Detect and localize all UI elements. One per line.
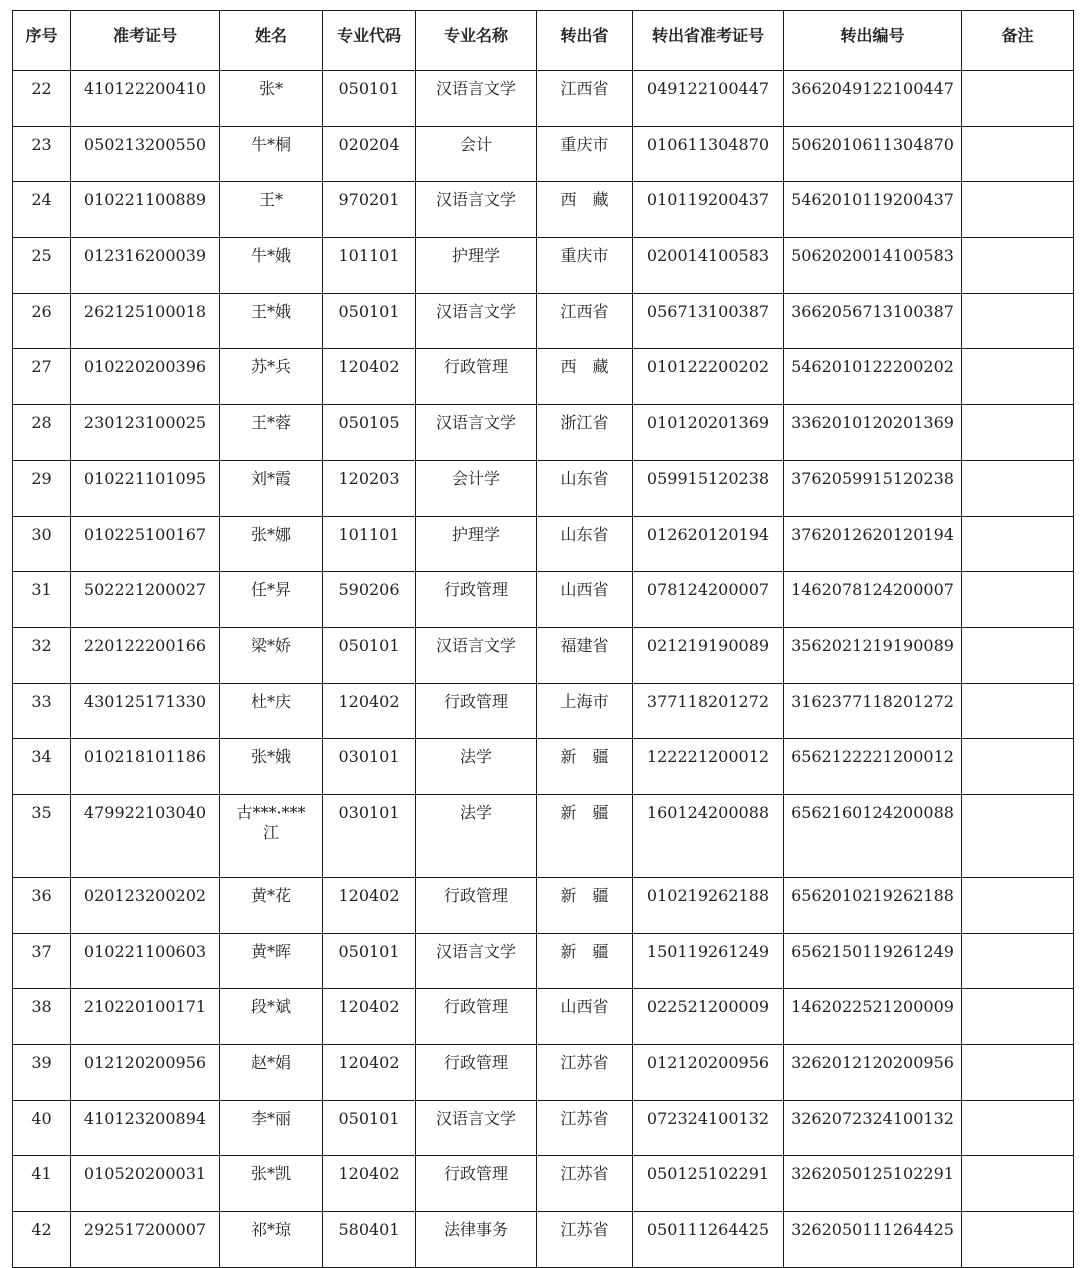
header-from-exam-no: 转出省准考证号 <box>633 11 784 71</box>
table-row <box>13 627 1074 683</box>
cell-exam-no: 010225100167 <box>71 516 220 572</box>
transfer-roster-sheet <box>12 10 1073 1268</box>
cell-name <box>220 293 323 349</box>
candidate-name: 黄*花 <box>250 885 291 905</box>
cell-from-province: 江苏省 <box>537 1156 633 1212</box>
cell-from-province: 江西省 <box>537 71 633 127</box>
cell-transfer-no: 3662056713100387 <box>784 293 962 349</box>
cell-major-name: 行政管理 <box>416 572 537 628</box>
cell-from-province: 西 藏 <box>537 182 633 238</box>
cell-remark <box>962 1045 1074 1101</box>
cell-major-code: 101101 <box>323 238 416 294</box>
cell-from-exam-no: 010219262188 <box>633 877 784 933</box>
cell-transfer-no: 1462022521200009 <box>784 989 962 1045</box>
table-row <box>13 1100 1074 1156</box>
cell-transfer-no: 5462010119200437 <box>784 182 962 238</box>
cell-name <box>220 516 323 572</box>
cell-from-province: 新 疆 <box>537 794 633 877</box>
cell-remark <box>962 516 1074 572</box>
cell-exam-no: 479922103040 <box>71 794 220 877</box>
cell-major-code: 120402 <box>323 1156 416 1212</box>
cell-remark <box>962 933 1074 989</box>
cell-major-code: 030101 <box>323 739 416 795</box>
cell-seq: 25 <box>13 238 71 294</box>
candidate-name: 杜*庆 <box>250 691 291 711</box>
cell-from-exam-no: 050111264425 <box>633 1212 784 1268</box>
cell-from-exam-no: 049122100447 <box>633 71 784 127</box>
cell-transfer-no: 5062010611304870 <box>784 126 962 182</box>
cell-seq: 42 <box>13 1212 71 1268</box>
table-row <box>13 126 1074 182</box>
cell-from-exam-no: 377118201272 <box>633 683 784 739</box>
cell-seq: 34 <box>13 739 71 795</box>
cell-major-name: 行政管理 <box>416 877 537 933</box>
cell-from-exam-no: 010122200202 <box>633 349 784 405</box>
table-row <box>13 1156 1074 1212</box>
cell-name <box>220 1100 323 1156</box>
cell-seq: 32 <box>13 627 71 683</box>
cell-from-province: 重庆市 <box>537 238 633 294</box>
cell-major-code: 050105 <box>323 405 416 461</box>
cell-from-province: 江西省 <box>537 293 633 349</box>
cell-name <box>220 683 323 739</box>
table-row <box>13 683 1074 739</box>
header-remark: 备注 <box>962 11 1074 71</box>
candidate-name: 李*丽 <box>250 1108 291 1128</box>
cell-from-province: 山西省 <box>537 572 633 628</box>
cell-major-code: 120402 <box>323 877 416 933</box>
cell-transfer-no: 5462010122200202 <box>784 349 962 405</box>
cell-remark <box>962 460 1074 516</box>
cell-remark <box>962 877 1074 933</box>
table-row <box>13 933 1074 989</box>
cell-seq: 26 <box>13 293 71 349</box>
cell-major-name: 汉语言文学 <box>416 933 537 989</box>
cell-from-province: 新 疆 <box>537 933 633 989</box>
cell-name <box>220 126 323 182</box>
cell-name <box>220 71 323 127</box>
cell-from-province: 江苏省 <box>537 1100 633 1156</box>
cell-transfer-no: 3262050125102291 <box>784 1156 962 1212</box>
cell-from-exam-no: 010611304870 <box>633 126 784 182</box>
cell-seq: 31 <box>13 572 71 628</box>
header-from-province: 转出省 <box>537 11 633 71</box>
table-row <box>13 460 1074 516</box>
cell-exam-no: 410123200894 <box>71 1100 220 1156</box>
cell-seq: 28 <box>13 405 71 461</box>
cell-transfer-no: 3762012620120194 <box>784 516 962 572</box>
header-row <box>13 11 1074 71</box>
cell-remark <box>962 71 1074 127</box>
cell-seq: 39 <box>13 1045 71 1101</box>
cell-from-province: 西 藏 <box>537 349 633 405</box>
cell-exam-no: 292517200007 <box>71 1212 220 1268</box>
table-row <box>13 1212 1074 1268</box>
cell-exam-no: 012316200039 <box>71 238 220 294</box>
cell-seq: 35 <box>13 794 71 877</box>
cell-remark <box>962 683 1074 739</box>
cell-remark <box>962 182 1074 238</box>
cell-major-name: 行政管理 <box>416 1045 537 1101</box>
cell-from-exam-no: 072324100132 <box>633 1100 784 1156</box>
cell-from-exam-no: 050125102291 <box>633 1156 784 1212</box>
cell-name <box>220 349 323 405</box>
cell-major-name: 护理学 <box>416 238 537 294</box>
cell-remark <box>962 293 1074 349</box>
table-row <box>13 293 1074 349</box>
header-seq: 序号 <box>13 11 71 71</box>
candidate-name: 张*凯 <box>250 1164 291 1184</box>
cell-exam-no: 012120200956 <box>71 1045 220 1101</box>
cell-from-exam-no: 056713100387 <box>633 293 784 349</box>
cell-remark <box>962 349 1074 405</box>
cell-major-code: 050101 <box>323 627 416 683</box>
cell-major-code: 050101 <box>323 1100 416 1156</box>
cell-exam-no: 502221200027 <box>71 572 220 628</box>
header-name: 姓名 <box>220 11 323 71</box>
cell-transfer-no: 6562122221200012 <box>784 739 962 795</box>
cell-major-name: 行政管理 <box>416 989 537 1045</box>
cell-remark <box>962 1212 1074 1268</box>
candidate-name: 牛*娥 <box>250 246 291 266</box>
cell-exam-no: 410122200410 <box>71 71 220 127</box>
cell-major-code: 050101 <box>323 933 416 989</box>
cell-major-code: 120402 <box>323 683 416 739</box>
candidate-name: 王* <box>258 190 283 210</box>
candidate-name: 古***·***江 <box>236 802 306 842</box>
cell-seq: 23 <box>13 126 71 182</box>
cell-exam-no: 050213200550 <box>71 126 220 182</box>
cell-remark <box>962 989 1074 1045</box>
cell-name <box>220 182 323 238</box>
cell-transfer-no: 1462078124200007 <box>784 572 962 628</box>
candidate-name: 张*娜 <box>250 524 291 544</box>
cell-exam-no: 220122200166 <box>71 627 220 683</box>
cell-transfer-no: 6562160124200088 <box>784 794 962 877</box>
cell-major-code: 120402 <box>323 1045 416 1101</box>
candidate-name: 苏*兵 <box>250 357 291 377</box>
cell-remark <box>962 1156 1074 1212</box>
cell-seq: 29 <box>13 460 71 516</box>
cell-from-exam-no: 021219190089 <box>633 627 784 683</box>
header-transfer-no: 转出编号 <box>784 11 962 71</box>
cell-major-code: 590206 <box>323 572 416 628</box>
cell-from-exam-no: 012120200956 <box>633 1045 784 1101</box>
header-exam-no: 准考证号 <box>71 11 220 71</box>
cell-exam-no: 262125100018 <box>71 293 220 349</box>
transfer-roster-table <box>12 10 1074 1268</box>
cell-exam-no: 020123200202 <box>71 877 220 933</box>
cell-from-exam-no: 010119200437 <box>633 182 784 238</box>
cell-name <box>220 238 323 294</box>
cell-from-exam-no: 020014100583 <box>633 238 784 294</box>
cell-seq: 38 <box>13 989 71 1045</box>
cell-remark <box>962 238 1074 294</box>
cell-name <box>220 739 323 795</box>
cell-from-province: 江苏省 <box>537 1212 633 1268</box>
table-row <box>13 989 1074 1045</box>
cell-transfer-no: 3662049122100447 <box>784 71 962 127</box>
cell-from-province: 重庆市 <box>537 126 633 182</box>
candidate-name: 王*娥 <box>250 301 291 321</box>
cell-major-name: 法学 <box>416 739 537 795</box>
cell-major-code: 030101 <box>323 794 416 877</box>
cell-major-code: 101101 <box>323 516 416 572</box>
candidate-name: 张*娥 <box>250 747 291 767</box>
cell-exam-no: 010220200396 <box>71 349 220 405</box>
cell-seq: 24 <box>13 182 71 238</box>
cell-major-name: 法学 <box>416 794 537 877</box>
cell-name <box>220 460 323 516</box>
cell-major-name: 行政管理 <box>416 349 537 405</box>
cell-major-code: 050101 <box>323 71 416 127</box>
cell-major-name: 汉语言文学 <box>416 293 537 349</box>
cell-remark <box>962 572 1074 628</box>
cell-major-name: 行政管理 <box>416 1156 537 1212</box>
cell-exam-no: 010221100603 <box>71 933 220 989</box>
cell-transfer-no: 3262072324100132 <box>784 1100 962 1156</box>
cell-exam-no: 010221100889 <box>71 182 220 238</box>
cell-transfer-no: 3262012120200956 <box>784 1045 962 1101</box>
cell-exam-no: 010218101186 <box>71 739 220 795</box>
cell-from-exam-no: 078124200007 <box>633 572 784 628</box>
cell-name <box>220 989 323 1045</box>
cell-remark <box>962 627 1074 683</box>
candidate-name: 段*斌 <box>250 997 291 1017</box>
cell-name <box>220 933 323 989</box>
cell-from-exam-no: 150119261249 <box>633 933 784 989</box>
cell-major-code: 120203 <box>323 460 416 516</box>
cell-from-province: 浙江省 <box>537 405 633 461</box>
cell-major-code: 580401 <box>323 1212 416 1268</box>
cell-seq: 30 <box>13 516 71 572</box>
cell-from-exam-no: 012620120194 <box>633 516 784 572</box>
cell-name <box>220 627 323 683</box>
cell-major-code: 020204 <box>323 126 416 182</box>
cell-seq: 27 <box>13 349 71 405</box>
candidate-name: 牛*桐 <box>250 134 291 154</box>
cell-remark <box>962 794 1074 877</box>
table-row <box>13 739 1074 795</box>
candidate-name: 祁*琼 <box>250 1220 291 1240</box>
cell-transfer-no: 3162377118201272 <box>784 683 962 739</box>
cell-name <box>220 1212 323 1268</box>
cell-seq: 33 <box>13 683 71 739</box>
table-row <box>13 572 1074 628</box>
cell-from-province: 山东省 <box>537 516 633 572</box>
cell-major-code: 120402 <box>323 989 416 1045</box>
cell-from-province: 江苏省 <box>537 1045 633 1101</box>
cell-from-province: 山西省 <box>537 989 633 1045</box>
cell-transfer-no: 3362010120201369 <box>784 405 962 461</box>
cell-major-name: 行政管理 <box>416 683 537 739</box>
cell-remark <box>962 126 1074 182</box>
table-row <box>13 516 1074 572</box>
table-row <box>13 238 1074 294</box>
header-major-name: 专业名称 <box>416 11 537 71</box>
cell-transfer-no: 6562010219262188 <box>784 877 962 933</box>
table-row <box>13 182 1074 238</box>
cell-transfer-no: 6562150119261249 <box>784 933 962 989</box>
cell-from-exam-no: 022521200009 <box>633 989 784 1045</box>
cell-from-exam-no: 122221200012 <box>633 739 784 795</box>
cell-transfer-no: 5062020014100583 <box>784 238 962 294</box>
candidate-name: 王*蓉 <box>250 413 291 433</box>
cell-major-name: 法律事务 <box>416 1212 537 1268</box>
cell-exam-no: 430125171330 <box>71 683 220 739</box>
header-major-code: 专业代码 <box>323 11 416 71</box>
cell-seq: 37 <box>13 933 71 989</box>
cell-remark <box>962 405 1074 461</box>
cell-from-province: 新 疆 <box>537 877 633 933</box>
cell-name <box>220 572 323 628</box>
cell-major-code: 050101 <box>323 293 416 349</box>
table-body <box>13 71 1074 1268</box>
cell-major-name: 汉语言文学 <box>416 627 537 683</box>
candidate-name: 刘*霞 <box>250 468 291 488</box>
cell-major-name: 会计 <box>416 126 537 182</box>
cell-major-name: 汉语言文学 <box>416 1100 537 1156</box>
cell-from-province: 山东省 <box>537 460 633 516</box>
cell-exam-no: 010221101095 <box>71 460 220 516</box>
cell-transfer-no: 3562021219190089 <box>784 627 962 683</box>
cell-exam-no: 230123100025 <box>71 405 220 461</box>
cell-major-name: 护理学 <box>416 516 537 572</box>
cell-seq: 22 <box>13 71 71 127</box>
cell-major-code: 120402 <box>323 349 416 405</box>
candidate-name: 张* <box>258 79 283 98</box>
cell-major-name: 汉语言文学 <box>416 71 537 127</box>
cell-major-name: 汉语言文学 <box>416 405 537 461</box>
cell-from-exam-no: 010120201369 <box>633 405 784 461</box>
candidate-name: 黄*晖 <box>250 941 291 961</box>
cell-from-exam-no: 059915120238 <box>633 460 784 516</box>
cell-remark <box>962 739 1074 795</box>
cell-from-province: 新 疆 <box>537 739 633 795</box>
cell-from-province: 福建省 <box>537 627 633 683</box>
table-row <box>13 405 1074 461</box>
cell-transfer-no: 3262050111264425 <box>784 1212 962 1268</box>
cell-name <box>220 877 323 933</box>
table-row <box>13 71 1074 127</box>
cell-seq: 36 <box>13 877 71 933</box>
table-row <box>13 349 1074 405</box>
cell-name <box>220 405 323 461</box>
cell-seq: 41 <box>13 1156 71 1212</box>
cell-seq: 40 <box>13 1100 71 1156</box>
candidate-name: 任*昇 <box>250 580 291 600</box>
cell-transfer-no: 3762059915120238 <box>784 460 962 516</box>
cell-major-name: 会计学 <box>416 460 537 516</box>
table-row <box>13 877 1074 933</box>
cell-name <box>220 794 323 877</box>
cell-name <box>220 1156 323 1212</box>
cell-major-code: 970201 <box>323 182 416 238</box>
cell-exam-no: 210220100171 <box>71 989 220 1045</box>
candidate-name: 梁*娇 <box>250 635 291 655</box>
table-row <box>13 1045 1074 1101</box>
cell-from-province: 上海市 <box>537 683 633 739</box>
cell-from-exam-no: 160124200088 <box>633 794 784 877</box>
candidate-name: 赵*娟 <box>250 1053 291 1072</box>
cell-name <box>220 1045 323 1101</box>
cell-exam-no: 010520200031 <box>71 1156 220 1212</box>
cell-remark <box>962 1100 1074 1156</box>
cell-major-name: 汉语言文学 <box>416 182 537 238</box>
table-row <box>13 794 1074 877</box>
